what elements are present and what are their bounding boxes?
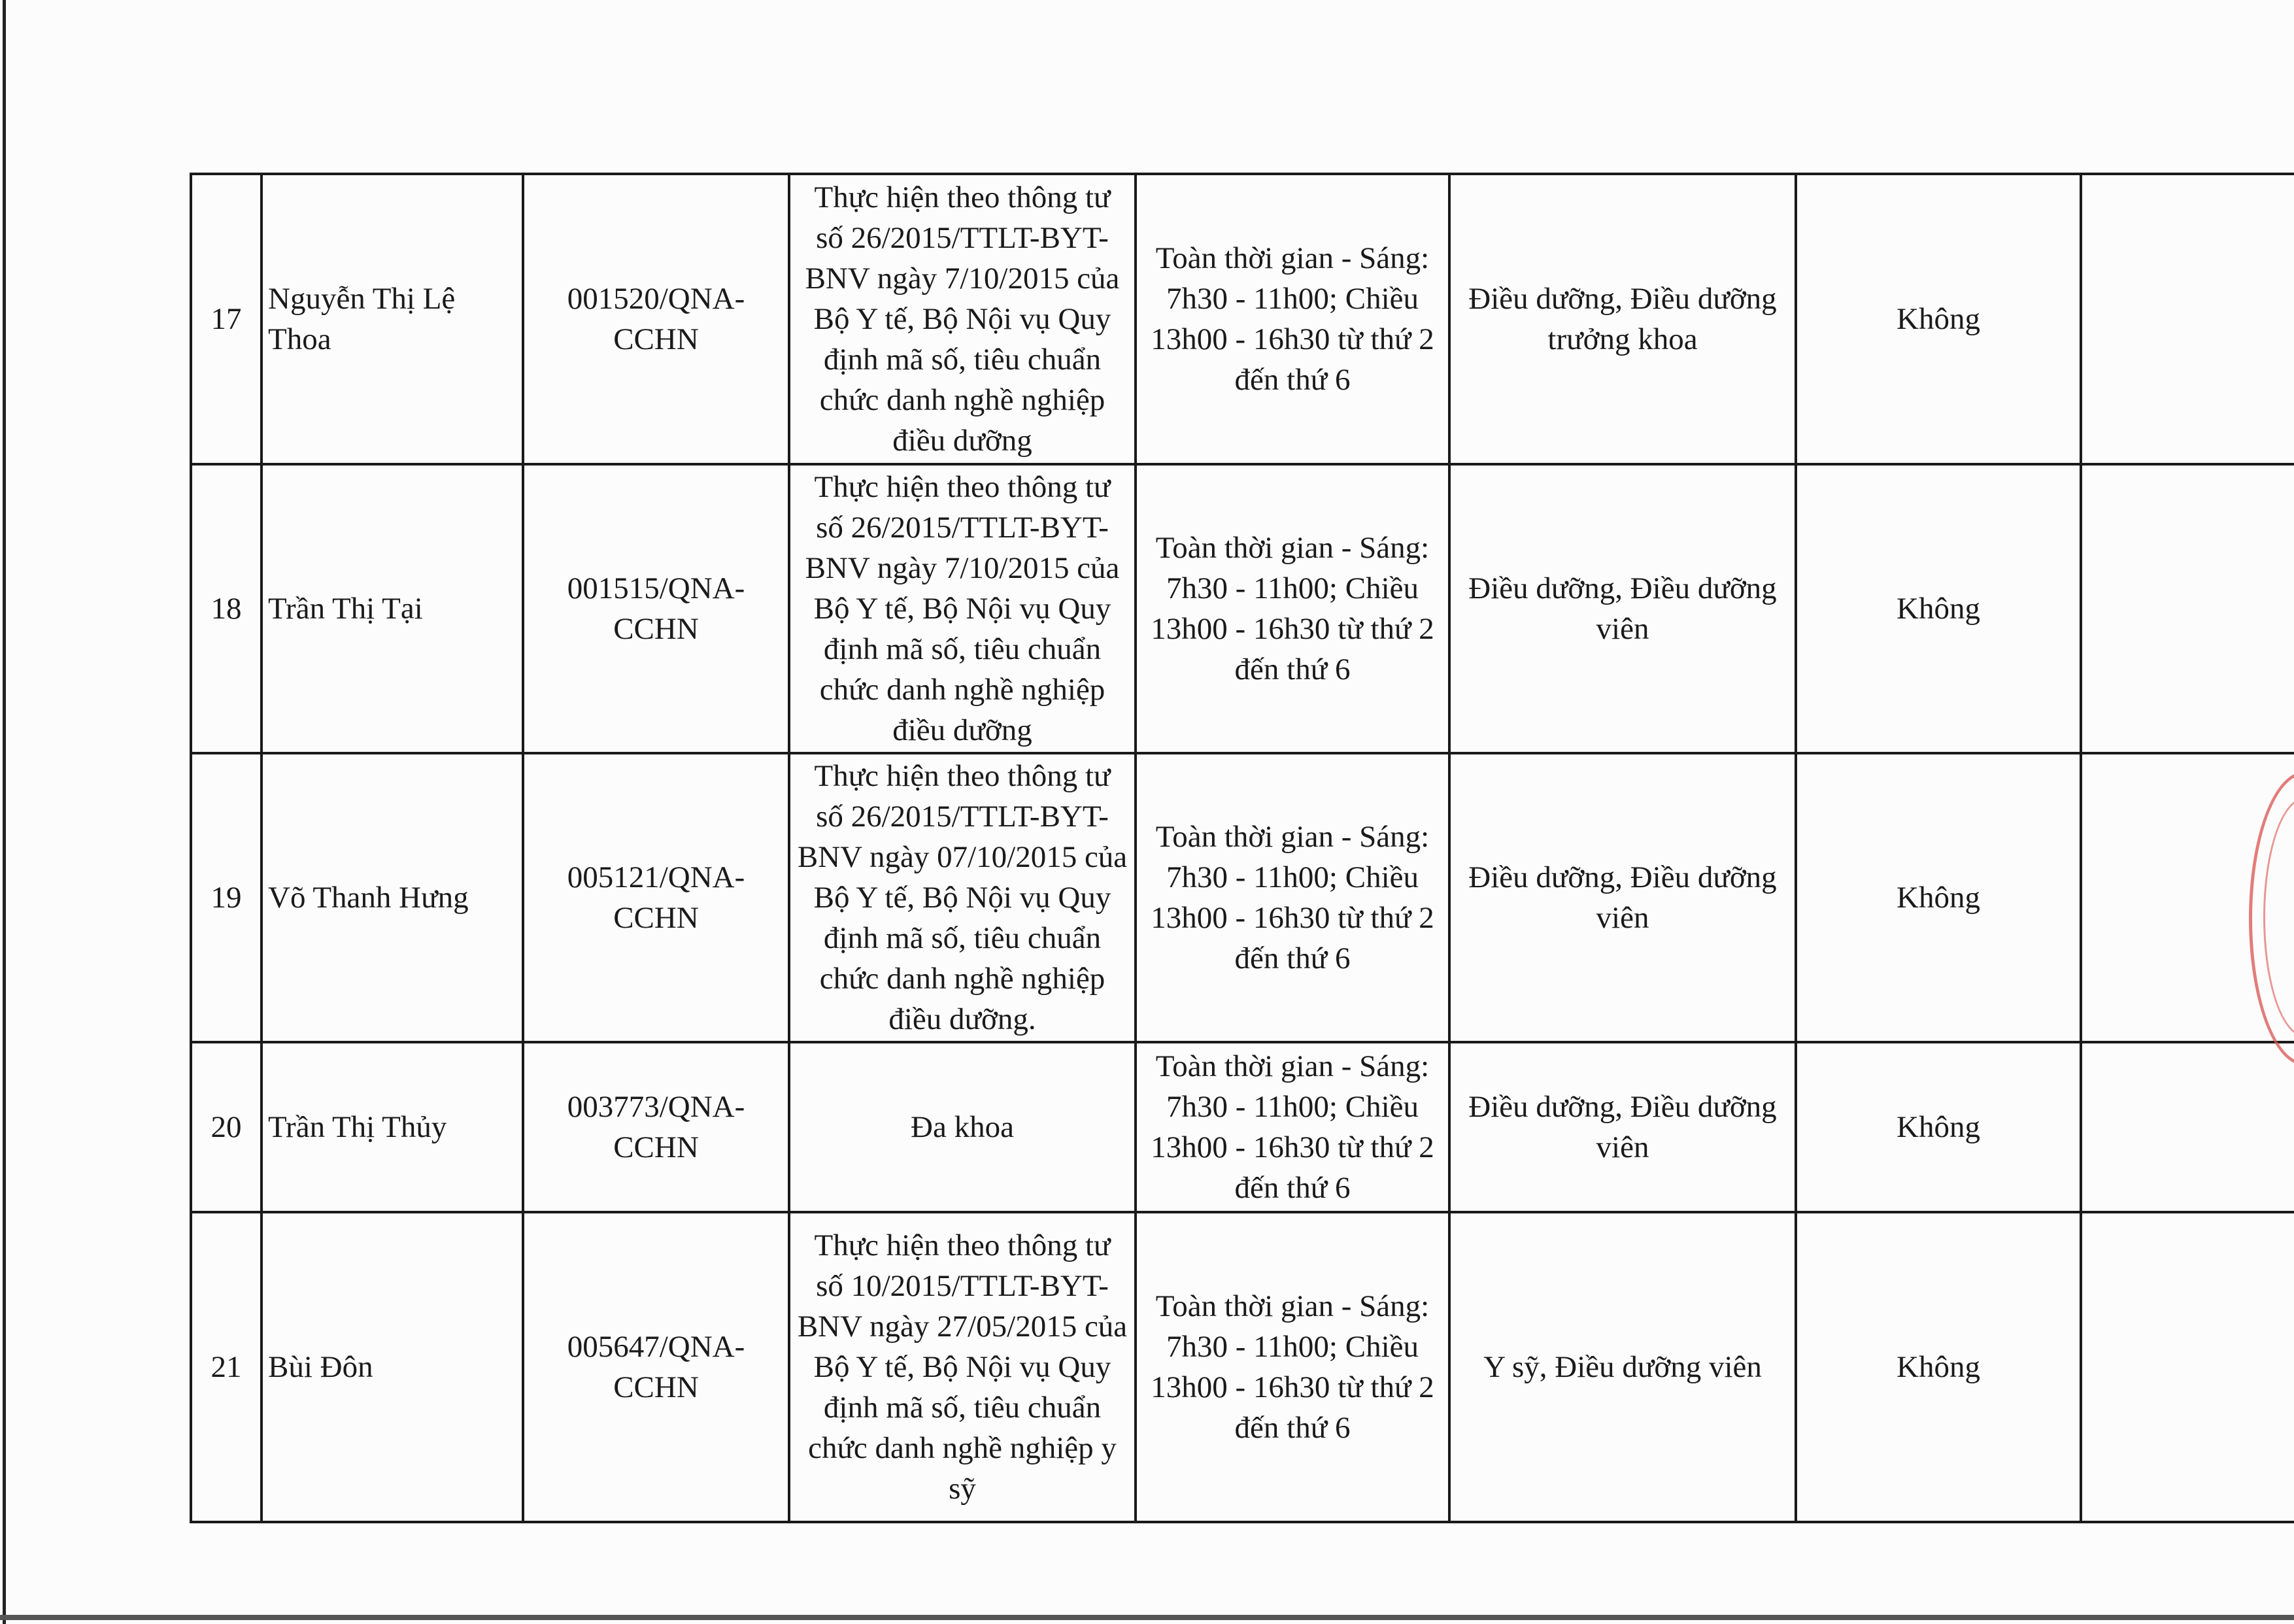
stt-cell: 20 — [191, 1042, 261, 1212]
time-cell: Toàn thời gian - Sáng: 7h30 - 11h00; Chiều 13h00 - 16h30 từ thứ 2 đến thứ 6 — [1136, 174, 1449, 464]
table-row — [191, 1042, 2294, 1212]
name-cell: Trần Thị Thủy — [261, 1042, 523, 1212]
stt-cell: 17 — [191, 174, 261, 464]
cert-cell: 003773/QNA-CCHN — [523, 1042, 789, 1212]
cert-cell: 001515/QNA-CCHN — [523, 464, 789, 753]
position-cell: Điều dưỡng, Điều dưỡng viên — [1449, 1042, 1796, 1212]
name-cell: Nguyễn Thị Lệ Thoa — [261, 174, 523, 464]
cert-cell: 005647/QNA-CCHN — [523, 1212, 789, 1522]
time-cell: Toàn thời gian - Sáng: 7h30 - 11h00; Chiều 13h00 - 16h30 từ thứ 2 đến thứ 6 — [1136, 1042, 1449, 1212]
other-cell: Không — [1796, 464, 2081, 753]
page-edge-rule — [3, 0, 6, 1624]
staff-table — [190, 173, 2294, 1523]
table-row — [191, 174, 2294, 464]
position-cell: Điều dưỡng, Điều dưỡng trưởng khoa — [1449, 174, 1796, 464]
scope-cell: Thực hiện theo thông tư số 26/2015/TTLT-BYT-BNV ngày 07/10/2015 của Bộ Y tế, Bộ Nội vụ Quy định mã số, tiêu chuẩn chức danh nghề nghiệp điều dưỡng. — [789, 753, 1136, 1042]
position-cell: Điều dưỡng, Điều dưỡng viên — [1449, 464, 1796, 753]
cert-cell: 005121/QNA-CCHN — [523, 753, 789, 1042]
stt-cell: 18 — [191, 464, 261, 753]
scope-cell: Thực hiện theo thông tư số 26/2015/TTLT-BYT-BNV ngày 7/10/2015 của Bộ Y tế, Bộ Nội vụ Quy định mã số, tiêu chuẩn chức danh nghề nghiệp điều dưỡng — [789, 464, 1136, 753]
stt-cell: 21 — [191, 1212, 261, 1522]
other-cell: Không — [1796, 1042, 2081, 1212]
name-cell: Trần Thị Tại — [261, 464, 523, 753]
other-cell: Không — [1796, 174, 2081, 464]
note-cell — [2081, 1042, 2294, 1212]
scope-cell: Thực hiện theo thông tư số 26/2015/TTLT-BYT-BNV ngày 7/10/2015 của Bộ Y tế, Bộ Nội vụ Quy định mã số, tiêu chuẩn chức danh nghề nghiệp điều dưỡng — [789, 174, 1136, 464]
time-cell: Toàn thời gian - Sáng: 7h30 - 11h00; Chiều 13h00 - 16h30 từ thứ 2 đến thứ 6 — [1136, 1212, 1449, 1522]
name-cell: Võ Thanh Hưng — [261, 753, 523, 1042]
scope-cell: Thực hiện theo thông tư số 10/2015/TTLT-BYT-BNV ngày 27/05/2015 của Bộ Y tế, Bộ Nội vụ Quy định mã số, tiêu chuẩn chức danh nghề nghiệp y sỹ — [789, 1212, 1136, 1522]
note-cell — [2081, 174, 2294, 464]
other-cell: Không — [1796, 1212, 2081, 1522]
cert-cell: 001520/QNA-CCHN — [523, 174, 789, 464]
note-cell — [2081, 1212, 2294, 1522]
name-cell: Bùi Đôn — [261, 1212, 523, 1522]
other-cell: Không — [1796, 753, 2081, 1042]
position-cell: Y sỹ, Điều dưỡng viên — [1449, 1212, 1796, 1522]
table-row — [191, 753, 2294, 1042]
page-bottom-rule — [0, 1615, 2294, 1620]
position-cell: Điều dưỡng, Điều dưỡng viên — [1449, 753, 1796, 1042]
table-row — [191, 1212, 2294, 1522]
scope-cell: Đa khoa — [789, 1042, 1136, 1212]
table-row — [191, 464, 2294, 753]
time-cell: Toàn thời gian - Sáng: 7h30 - 11h00; Chiều 13h00 - 16h30 từ thứ 2 đến thứ 6 — [1136, 753, 1449, 1042]
stt-cell: 19 — [191, 753, 261, 1042]
note-cell — [2081, 464, 2294, 753]
time-cell: Toàn thời gian - Sáng: 7h30 - 11h00; Chiều 13h00 - 16h30 từ thứ 2 đến thứ 6 — [1136, 464, 1449, 753]
